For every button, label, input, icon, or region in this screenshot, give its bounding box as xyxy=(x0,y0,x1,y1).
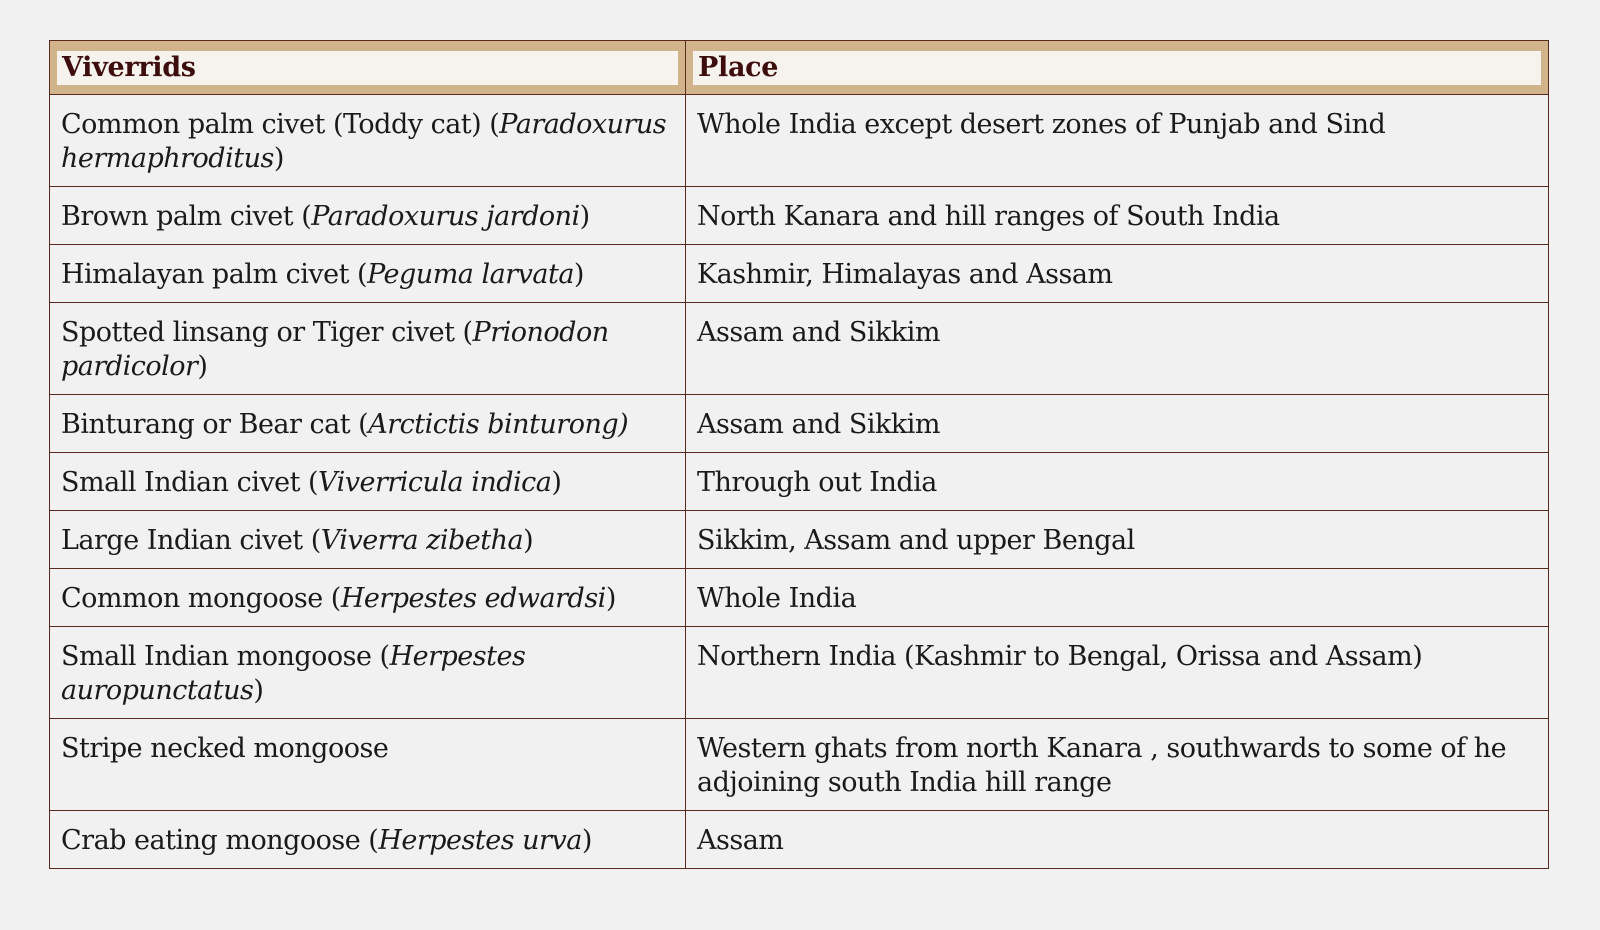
table-row xyxy=(50,811,1549,869)
place-cell: Whole India except desert zones of Punjab and Sind xyxy=(686,95,1549,187)
header-label: Place xyxy=(693,51,1541,85)
place-cell: Through out India xyxy=(686,453,1549,511)
common-name: Binturang or Bear cat ( xyxy=(61,409,369,440)
scientific-name: Viverra zibetha xyxy=(320,525,524,556)
table-row xyxy=(50,187,1549,245)
table-row xyxy=(50,95,1549,187)
scientific-name: Paradoxurus jardoni xyxy=(311,201,580,232)
table-row xyxy=(50,569,1549,627)
table-row xyxy=(50,627,1549,719)
closing-paren: ) xyxy=(573,259,584,290)
viverrids-table xyxy=(49,40,1549,869)
header-cell-place xyxy=(686,41,1549,95)
scientific-name: Herpestes urva xyxy=(378,825,582,856)
table-row xyxy=(50,511,1549,569)
place-cell: Northern India (Kashmir to Bengal, Orissa and Assam) xyxy=(686,627,1549,719)
species-cell xyxy=(50,95,686,187)
closing-paren: ) xyxy=(273,143,284,174)
scientific-name: Herpestes edwardsi xyxy=(340,583,606,614)
species-cell xyxy=(50,395,686,453)
common-name: Brown palm civet ( xyxy=(61,201,312,232)
header-cell-viverrids xyxy=(50,41,686,95)
table-row xyxy=(50,719,1549,811)
table-row xyxy=(50,245,1549,303)
place-cell: Western ghats from north Kanara , southwards to some of he adjoining south India hill range xyxy=(686,719,1549,811)
closing-paren: ) xyxy=(523,525,534,556)
table-header-row xyxy=(50,41,1549,95)
species-cell xyxy=(50,811,686,869)
scientific-name: Peguma larvata xyxy=(367,259,574,290)
closing-paren: ) xyxy=(579,201,590,232)
closing-paren: ) xyxy=(551,467,562,498)
common-name: Spotted linsang or Tiger civet ( xyxy=(61,317,473,348)
species-cell xyxy=(50,245,686,303)
common-name: Small Indian civet ( xyxy=(61,467,319,498)
closing-paren: ) xyxy=(605,583,616,614)
species-cell xyxy=(50,719,686,811)
table-row xyxy=(50,453,1549,511)
place-cell: Whole India xyxy=(686,569,1549,627)
common-name: Himalayan palm civet ( xyxy=(61,259,368,290)
species-cell xyxy=(50,511,686,569)
common-name: Stripe necked mongoose xyxy=(61,733,389,764)
closing-paren: ) xyxy=(197,351,208,382)
place-cell: Sikkim, Assam and upper Bengal xyxy=(686,511,1549,569)
species-cell xyxy=(50,569,686,627)
place-cell: Assam and Sikkim xyxy=(686,303,1549,395)
closing-paren: ) xyxy=(581,825,592,856)
common-name: Small Indian mongoose ( xyxy=(61,641,390,672)
place-cell: Assam and Sikkim xyxy=(686,395,1549,453)
closing-paren: ) xyxy=(253,675,264,706)
scientific-name: Arctictis binturong) xyxy=(368,409,629,440)
place-cell: North Kanara and hill ranges of South India xyxy=(686,187,1549,245)
common-name: Crab eating mongoose ( xyxy=(61,825,379,856)
scientific-name: Viverricula indica xyxy=(318,467,552,498)
common-name: Common palm civet (Toddy cat) ( xyxy=(61,109,500,140)
common-name: Large Indian civet ( xyxy=(61,525,321,556)
species-cell xyxy=(50,453,686,511)
species-cell xyxy=(50,627,686,719)
header-label: Viverrids xyxy=(57,51,678,85)
common-name: Common mongoose ( xyxy=(61,583,341,614)
species-cell xyxy=(50,187,686,245)
scientific-name: Herpestes auropunctatus xyxy=(61,641,526,706)
table-row xyxy=(50,303,1549,395)
place-cell: Assam xyxy=(686,811,1549,869)
scientific-name: Paradoxurus hermaphroditus xyxy=(61,109,667,174)
scientific-name: Prionodon pardicolor xyxy=(61,317,609,382)
species-cell xyxy=(50,303,686,395)
place-cell: Kashmir, Himalayas and Assam xyxy=(686,245,1549,303)
table-row xyxy=(50,395,1549,453)
